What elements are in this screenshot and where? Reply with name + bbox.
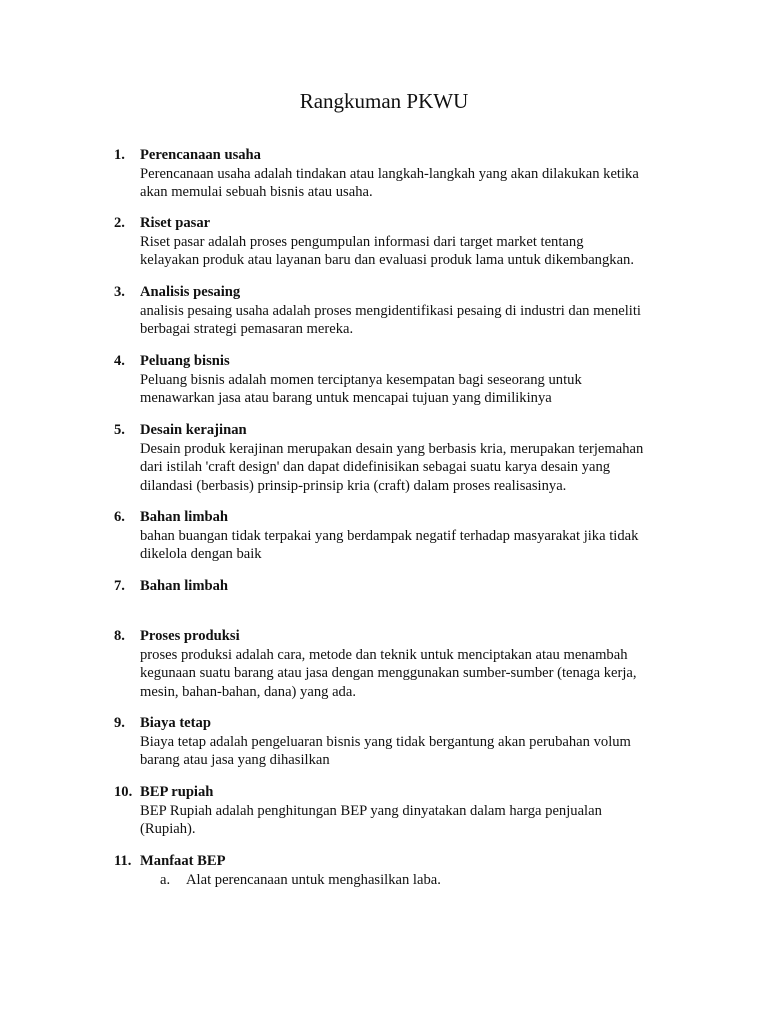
item-line: dari istilah 'craft design' dan dapat didefinisikan sebagai suatu karya desain yang [140, 459, 611, 475]
list-item-2 [0, 214, 768, 270]
list-item-9 [0, 714, 768, 770]
list-item-5 [0, 421, 768, 495]
item-body [140, 627, 690, 701]
item-line: dilandasi (berbasis) prinsip-prinsip kria (craft) dalam proses realisasinya. [140, 477, 567, 494]
item-line: Perencanaan usaha adalah tindakan atau langkah-langkah yang akan dilakukan ketika [140, 165, 639, 182]
item-body [140, 508, 690, 564]
item-number: 2. [114, 215, 125, 231]
item-heading: Proses produksi [140, 628, 240, 644]
document-title: Rangkuman PKWU [299, 89, 469, 113]
item-line: BEP Rupiah adalah penghitungan BEP yang dinyatakan dalam harga penjualan [140, 802, 602, 819]
item-body [140, 714, 690, 770]
item-heading: Biaya tetap [140, 715, 211, 731]
item-number: 3. [114, 284, 125, 300]
item-number: 8. [114, 628, 125, 644]
item-number: 9. [114, 715, 125, 731]
list-item-4 [0, 352, 768, 408]
list-item-8 [0, 627, 768, 701]
item-line: menawarkan jasa atau barang untuk mencapai tujuan yang dimilikinya [140, 390, 552, 406]
item-heading: Manfaat BEP [140, 853, 226, 869]
item-number: 11. [114, 853, 132, 869]
item-line: barang atau jasa yang dihasilkan [140, 752, 330, 768]
sub-item-letter: a. [160, 871, 171, 888]
sub-list [140, 871, 660, 890]
item-body [140, 352, 690, 408]
item-line: Desain produk kerajinan merupakan desain yang berbasis kria, merupakan terjemahan [140, 440, 644, 457]
item-body [140, 852, 690, 871]
item-line: (Rupiah). [140, 821, 196, 837]
item-body [140, 577, 690, 596]
item-line: mesin, bahan-bahan, dana) yang ada. [140, 683, 356, 700]
item-number: 4. [114, 353, 125, 369]
item-body [140, 214, 690, 270]
item-line: berbagai strategi pemasaran mereka. [140, 321, 354, 337]
item-line: kegunaan suatu barang atau jasa dengan menggunakan sumber-sumber (tenaga kerja, [140, 665, 637, 681]
item-number: 10. [114, 784, 133, 800]
list-item-6 [0, 508, 768, 564]
item-line: Riset pasar adalah proses pengumpulan informasi dari target market tentang [140, 233, 584, 250]
item-heading: Bahan limbah [140, 578, 229, 594]
item-number: 5. [114, 422, 125, 438]
item-heading: Bahan limbah [140, 509, 229, 525]
list-item-11 [0, 852, 768, 889]
item-body [140, 283, 690, 339]
item-body [140, 421, 690, 495]
item-line: dikelola dengan baik [140, 546, 262, 562]
list-item-1 [0, 146, 768, 202]
item-line: proses produksi adalah cara, metode dan teknik untuk menciptakan atau menambah [140, 646, 628, 663]
item-number: 6. [114, 509, 125, 525]
item-body [140, 146, 690, 202]
item-line: akan memulai sebuah bisnis atau usaha. [140, 184, 373, 200]
item-heading: Analisis pesaing [140, 284, 241, 300]
item-line: Biaya tetap adalah pengeluaran bisnis yang tidak bergantung akan perubahan volum [140, 733, 631, 750]
item-line: Peluang bisnis adalah momen terciptanya kesempatan bagi seseorang untuk [140, 371, 582, 388]
item-body [140, 783, 690, 839]
item-number: 1. [114, 147, 125, 163]
item-heading: Peluang bisnis [140, 353, 230, 369]
item-heading: Riset pasar [140, 215, 211, 231]
sub-item-text: Alat perencanaan untuk menghasilkan laba. [186, 871, 441, 888]
list-item-10 [0, 783, 768, 839]
sub-list-item [140, 871, 660, 890]
item-line: kelayakan produk atau layanan baru dan evaluasi produk lama untuk dikembangkan. [140, 252, 634, 268]
list-item-3 [0, 283, 768, 339]
item-line: bahan buangan tidak terpakai yang berdampak negatif terhadap masyarakat jika tidak [140, 527, 639, 544]
list-item-7 [0, 577, 768, 596]
item-heading: Perencanaan usaha [140, 147, 261, 163]
item-line: analisis pesaing usaha adalah proses mengidentifikasi pesaing di industri dan meneliti [140, 302, 641, 319]
item-number: 7. [114, 578, 125, 594]
item-heading: Desain kerajinan [140, 422, 247, 438]
item-heading: BEP rupiah [140, 784, 214, 800]
